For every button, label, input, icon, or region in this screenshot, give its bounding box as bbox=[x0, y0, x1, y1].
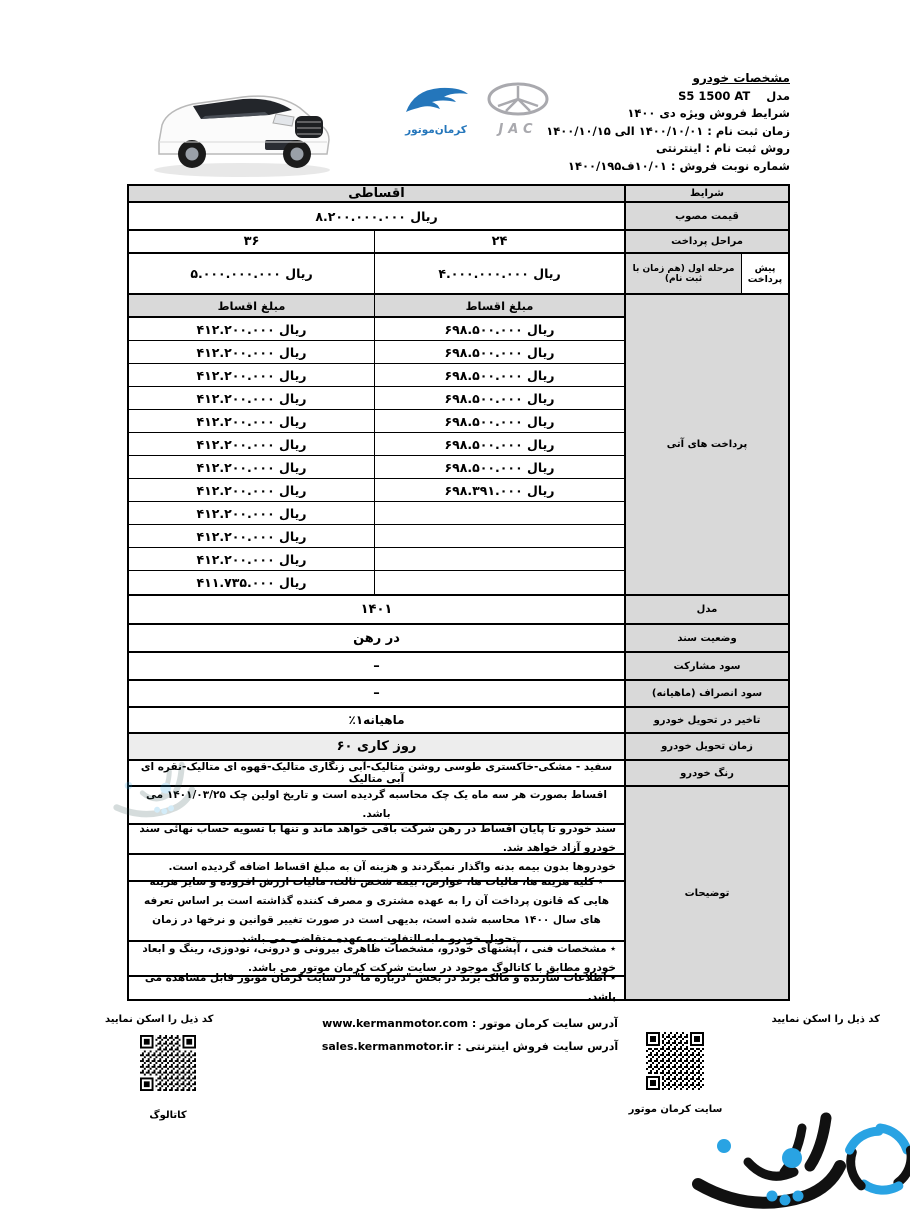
label-document-status: وضعیت سند bbox=[624, 625, 788, 653]
sale-terms-line: شرایط فروش ویژه دی ۱۴۰۰ bbox=[627, 106, 790, 120]
installment-row bbox=[129, 410, 624, 433]
value-delivery-time bbox=[129, 734, 624, 761]
label-future-payments: پرداخت های آتی bbox=[624, 295, 788, 596]
car-photo bbox=[145, 78, 340, 184]
label-cancellation-interest: سود انصراف (ماهیانه) bbox=[624, 681, 788, 708]
installment-36: ۴۱۲.۲۰۰.۰۰۰ ریال bbox=[196, 367, 307, 383]
installment-row bbox=[129, 364, 624, 387]
model-label: مدل bbox=[766, 88, 790, 103]
delivery-delay-text: ٪۱ماهیانه bbox=[348, 713, 405, 727]
row-delivery-delay bbox=[129, 708, 788, 734]
sheet-title: مشخصات خودرو bbox=[692, 71, 790, 85]
installment-24: ۶۹۸.۳۹۱.۰۰۰ ریال bbox=[444, 482, 555, 498]
site-address-line: آدرس سایت کرمان موتور : www.kermanmotor.com bbox=[322, 1017, 618, 1030]
installment-36: ۴۱۲.۲۰۰.۰۰۰ ریال bbox=[196, 551, 307, 567]
label-delivery-delay: تاخیر در تحویل خودرو bbox=[624, 708, 788, 734]
value-approved-price bbox=[129, 203, 624, 231]
installment-row bbox=[129, 387, 624, 410]
header-info bbox=[470, 70, 790, 175]
value-car-color: سفید - مشکی-خاکستری طوسی روشن متالیک-آبی زنگاری متالیک-قهوه ای متالیک-نقره ای آبی متالیک bbox=[129, 761, 624, 787]
label-model: مدل bbox=[624, 596, 788, 625]
installment-36: ۴۱۲.۲۰۰.۰۰۰ ریال bbox=[196, 413, 307, 429]
installment-36: ۴۱۱.۷۳۵.۰۰۰ ریال bbox=[196, 575, 307, 590]
value-conditions: اقساطی bbox=[129, 186, 624, 203]
row-notes bbox=[129, 787, 788, 1003]
value-partnership-interest: – bbox=[129, 653, 624, 681]
row-car-color bbox=[129, 761, 788, 787]
label-payment-stages: مراحل پرداخت bbox=[624, 231, 788, 254]
value-model: ۱۴۰۱ bbox=[129, 596, 624, 625]
installment-36: ۴۱۲.۲۰۰.۰۰۰ ریال bbox=[196, 344, 307, 360]
value-document-status: در رهن bbox=[129, 625, 624, 653]
registration-method-line: روش ثبت نام : اینترنتی bbox=[656, 141, 790, 155]
installment-row bbox=[129, 318, 624, 341]
note-line: سند خودرو تا پایان اقساط در رهن شرکت باقی خواهد ماند و تنها با تسویه حساب نهائی سند خودرو آزاد خواهد شد. bbox=[129, 825, 624, 855]
installment-24: ۶۹۸.۵۰۰.۰۰۰ ریال bbox=[444, 413, 555, 429]
stage-24-months: ۲۴ bbox=[374, 231, 624, 254]
installment-row bbox=[129, 502, 624, 525]
label-notes: توضیحات bbox=[624, 787, 788, 999]
label-approved-price: قیمت مصوب bbox=[624, 203, 788, 231]
qr-caption-catalog: کاتالوگ bbox=[149, 1110, 187, 1121]
installment-row bbox=[129, 479, 624, 502]
row-approved-price bbox=[129, 203, 788, 231]
note-line: ٭ اطلاعات سازنده و مالک برند در بخش "درباره ما" در سایت کرمان موتور قابل مشاهده می باشد. bbox=[144, 972, 616, 1003]
installment-row bbox=[129, 525, 624, 548]
notes-block bbox=[129, 787, 624, 1003]
website-addresses bbox=[290, 1012, 650, 1058]
installment-36: ۴۱۲.۲۰۰.۰۰۰ ریال bbox=[196, 482, 307, 498]
qr-code-site bbox=[646, 1032, 704, 1094]
row-partnership-interest bbox=[129, 653, 788, 681]
note-line: اقساط بصورت هر سه ماه یک چک محاسبه گردیده است و تاریخ اولین چک ۱۴۰۱/۰۳/۲۵ می باشد. bbox=[129, 787, 624, 825]
sale-queue-line: شماره نوبت فروش : ۱۰/۰۱ف۱۴۰۰/۱۹۵ bbox=[567, 158, 790, 173]
row-cancellation-interest bbox=[129, 681, 788, 708]
model-line bbox=[470, 88, 790, 106]
installment-24: ۶۹۸.۵۰۰.۰۰۰ ریال bbox=[444, 367, 555, 383]
installment-row bbox=[129, 341, 624, 364]
installment-24: ۶۹۸.۵۰۰.۰۰۰ ریال bbox=[444, 459, 555, 475]
down-payment-24-amount: ۴.۰۰۰.۰۰۰.۰۰۰ ریال bbox=[438, 266, 561, 281]
stage-36-months: ۳۶ bbox=[129, 231, 374, 254]
installment-row bbox=[129, 456, 624, 479]
value-cancellation-interest: – bbox=[129, 681, 624, 708]
registration-time-line: زمان ثبت نام : ۱۴۰۰/۱۰/۰۱ الی ۱۴۰۰/۱۰/۱۵ bbox=[546, 123, 790, 138]
installment-24: ۶۹۸.۵۰۰.۰۰۰ ریال bbox=[444, 321, 555, 337]
kerman-motor-logo bbox=[400, 84, 472, 136]
scan-note-left: کد ذیل را اسکن نمایید bbox=[105, 1014, 214, 1025]
jac-wordmark: JAC bbox=[498, 122, 538, 137]
label-car-color: رنگ خودرو bbox=[624, 761, 788, 787]
label-delivery-time: زمان تحویل خودرو bbox=[624, 734, 788, 761]
installment-row bbox=[129, 571, 624, 594]
delivery-time-text: ۶۰ روز کاری bbox=[336, 739, 417, 754]
label-conditions: شرایط bbox=[624, 186, 788, 203]
value-delivery-delay bbox=[129, 708, 624, 734]
installment-36: ۴۱۲.۲۰۰.۰۰۰ ریال bbox=[196, 436, 307, 452]
installment-header-36: مبلغ اقساط bbox=[129, 295, 374, 318]
installment-36: ۴۱۲.۲۰۰.۰۰۰ ریال bbox=[196, 505, 307, 521]
installment-header-row bbox=[129, 295, 624, 318]
note-line: ٭ مشخصات فنی ، آپشنهای خودرو، مشخصات ظاهری بیرونی و درونی، تودوزی، رینگ و ابعاد خودرو مطابق با کاتالوگ موجود در سایت شرکت کرمان موتور می باشد. bbox=[129, 942, 624, 977]
installment-table bbox=[127, 184, 790, 1001]
down-payment-24 bbox=[374, 254, 624, 295]
down-payment-36 bbox=[129, 254, 374, 295]
row-down-payment bbox=[129, 254, 788, 295]
row-conditions bbox=[129, 186, 788, 203]
label-down-payment: پیش پرداخت bbox=[741, 254, 788, 295]
note-line: خودروها بدون بیمه بدنه واگذار نمیگردند و هزینه آن به مبلغ اقساط اضافه گردیده است. bbox=[129, 855, 624, 882]
installments-block bbox=[129, 295, 624, 596]
sales-address-line: آدرس سایت فروش اینترنتی : sales.kermanmotor.ir bbox=[321, 1040, 619, 1053]
installment-24: ۶۹۸.۵۰۰.۰۰۰ ریال bbox=[444, 436, 555, 452]
label-partnership-interest: سود مشارکت bbox=[624, 653, 788, 681]
scan-note-right: کد ذیل را اسکن نمایید bbox=[771, 1014, 880, 1025]
row-future-payments bbox=[129, 295, 788, 596]
installment-header-24: مبلغ اقساط bbox=[374, 295, 624, 318]
row-model bbox=[129, 596, 788, 625]
watermark-logo bbox=[688, 1108, 910, 1222]
approved-price-amount: ۸.۲۰۰.۰۰۰.۰۰۰ ریال bbox=[315, 208, 438, 224]
installment-36: ۴۱۲.۲۰۰.۰۰۰ ریال bbox=[196, 528, 307, 544]
qr-code-catalog bbox=[140, 1035, 196, 1095]
note-line: ٭ کلیه هزینه ها، مالیات ها، عوارض، بیمه شخص ثالث، مالیات ارزش افزوده و سایر هزینه هایی که قانون پرداخت آن را به عهده مشتری و مصرف کننده گذاشته است بر اساس تعرفه های سال ۱۴۰۰ محاسبه شده است، بدیهی است در صورت تغییر قوانین و نرخها در زمان تحویل خودرو مابه التفاوت به عهده متقاضی می باشد. bbox=[129, 882, 624, 942]
installment-36: ۴۱۲.۲۰۰.۰۰۰ ریال bbox=[196, 459, 307, 475]
row-document-status bbox=[129, 625, 788, 653]
kerman-motor-wordmark: کرمان‌موتور bbox=[405, 124, 467, 136]
model-value: S5 1500 AT bbox=[678, 88, 751, 103]
installment-row bbox=[129, 548, 624, 571]
dolphin-icon bbox=[400, 84, 472, 120]
installment-24: ۶۹۸.۵۰۰.۰۰۰ ریال bbox=[444, 344, 555, 360]
row-payment-stages bbox=[129, 231, 788, 254]
qr-caption-site: سایت کرمان موتور bbox=[628, 1104, 723, 1115]
down-payment-36-amount: ۵.۰۰۰.۰۰۰.۰۰۰ ریال bbox=[190, 266, 313, 281]
row-delivery-time bbox=[129, 734, 788, 761]
installment-36: ۴۱۲.۲۰۰.۰۰۰ ریال bbox=[196, 321, 307, 337]
installment-24: ۶۹۸.۵۰۰.۰۰۰ ریال bbox=[444, 390, 555, 406]
installment-36: ۴۱۲.۲۰۰.۰۰۰ ریال bbox=[196, 390, 307, 406]
installment-row bbox=[129, 433, 624, 456]
label-first-stage: مرحله اول (هم زمان با ثبت نام) bbox=[624, 254, 741, 295]
